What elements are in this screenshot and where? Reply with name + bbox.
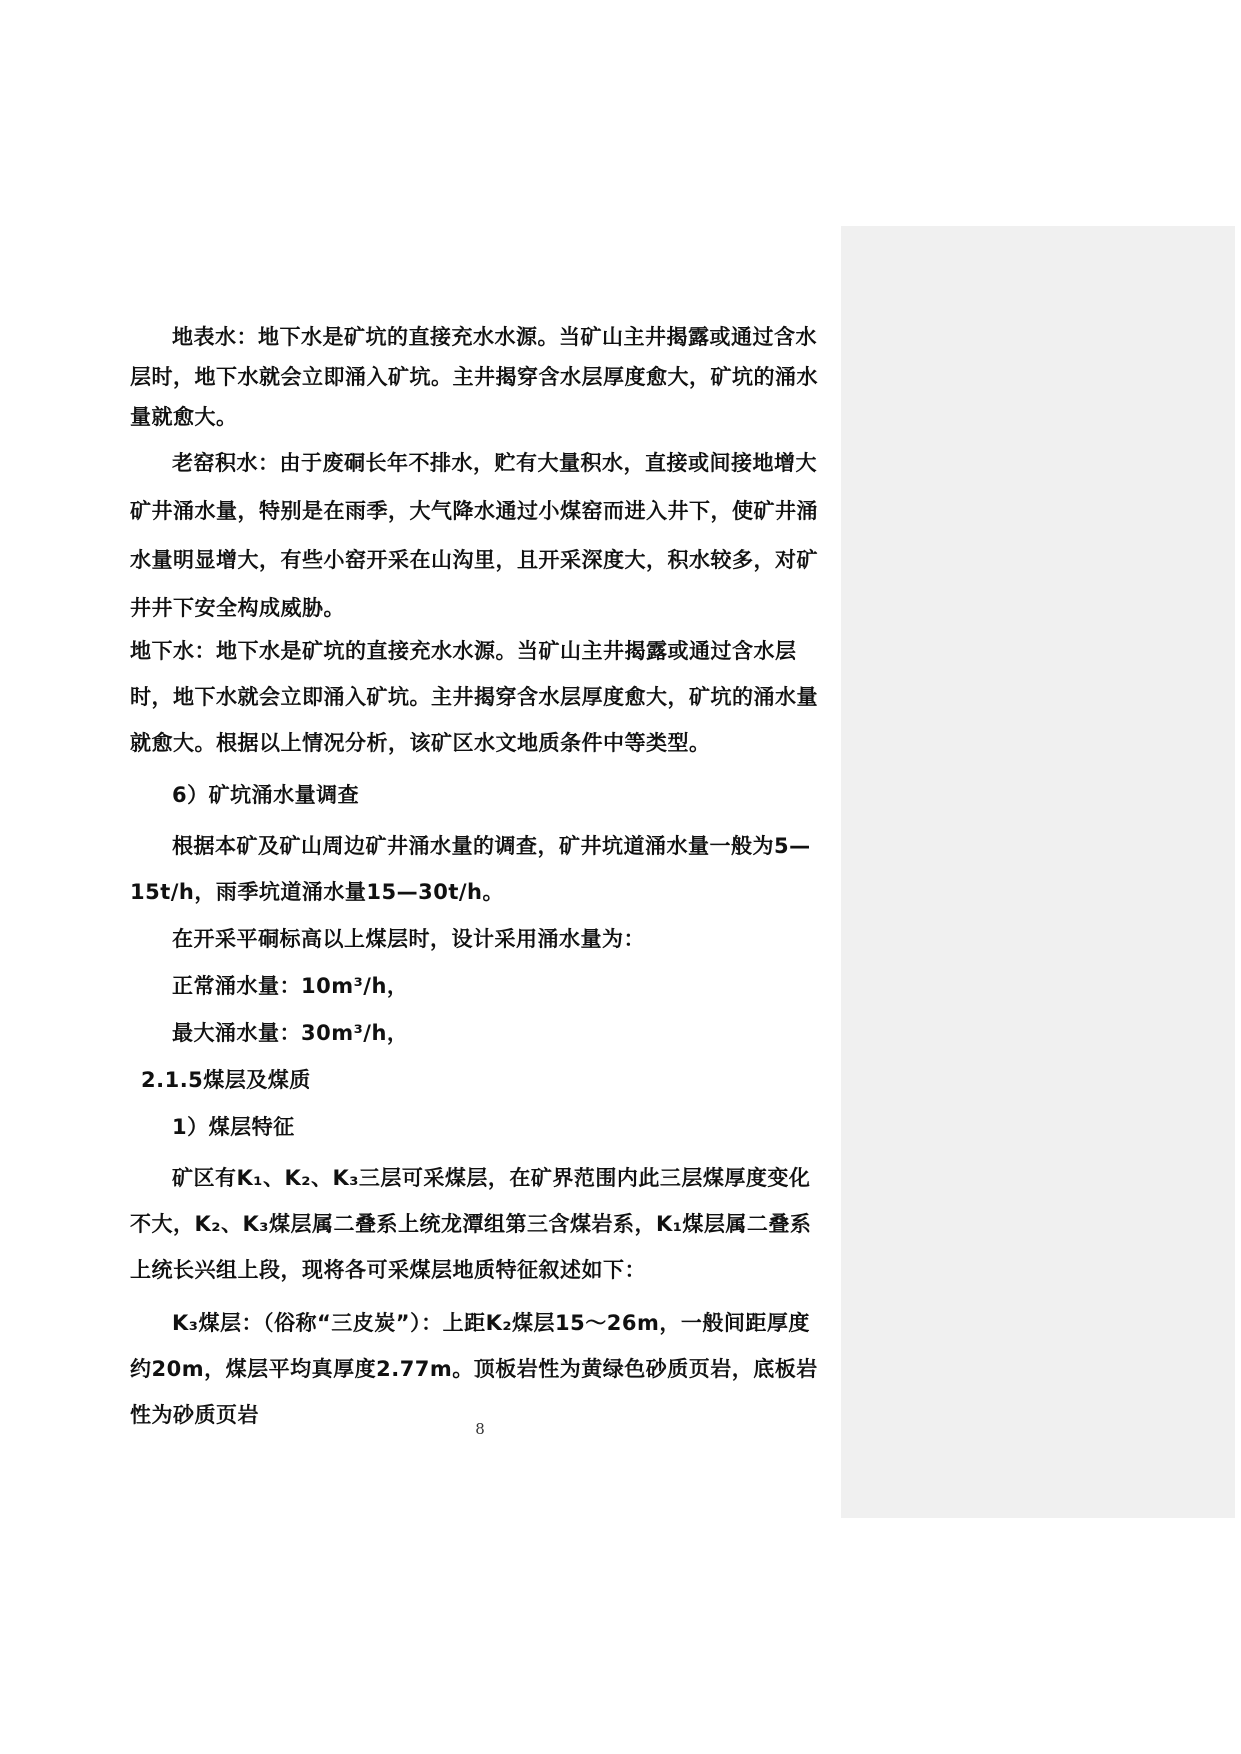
paragraph-groundwater: 地下水：地下水是矿坑的直接充水水源。当矿山主井揭露或通过含水层时，地下水就会立即涌入矿坑。主井揭穿含水层厚度愈大，矿坑的涌水量就愈大。根据以上情况分析，该矿区水文地质条件中等类型。 (130, 639, 818, 756)
paragraph-inflow-survey: 根据本矿及矿山周边矿井涌水量的调查，矿井坑道涌水量一般为5—15t/h，雨季坑道涌水量15—30t/h。 (130, 834, 811, 905)
paragraph-design-inflow: 在开采平硐标高以上煤层时，设计采用涌水量为： (172, 927, 645, 951)
section-heading: 2.1.5煤层及煤质 (141, 1068, 311, 1092)
page-number: 8 (475, 1420, 485, 1438)
paragraph-old-kiln-water: 老窑积水：由于废硐长年不排水，贮有大量积水，直接或间接地增大矿井涌水量，特别是在雨季，大气降水通过小煤窑而进入井下，使矿井涌水量明显增大，有些小窑开采在山沟里，且开采深度大，积水较多，对矿井井下安全构成威胁。 (130, 451, 818, 620)
max-inflow: 最大涌水量：30m³/h， (172, 1021, 409, 1045)
paragraph-k3-seam: K₃煤层：（俗称“三皮炭”）：上距K₂煤层15～26m，一般间距厚度约20m，煤层平均真厚度2.77m。顶板岩性为黄绿色砂质页岩，底板岩性为砂质页岩 (130, 1311, 818, 1428)
normal-inflow: 正常涌水量：10m³/h， (172, 974, 409, 998)
subheading-coal-features: 1）煤层特征 (172, 1115, 295, 1139)
comment-pane (841, 226, 1235, 1518)
paragraph-coal-seams: 矿区有K₁、K₂、K₃三层可采煤层，在矿界范围内此三层煤厚度变化不大，K₂、K₃煤层属二叠系上统龙潭组第三含煤岩系，K₁煤层属二叠系上统长兴组上段，现将各可采煤层地质特征叙述如下： (130, 1166, 812, 1283)
heading-inflow-survey: 6）矿坑涌水量调查 (172, 783, 360, 807)
paragraph-surface-water: 地表水：地下水是矿坑的直接充水水源。当矿山主井揭露或通过含水层时，地下水就会立即涌入矿坑。主井揭穿含水层厚度愈大，矿坑的涌水量就愈大。 (130, 325, 818, 429)
